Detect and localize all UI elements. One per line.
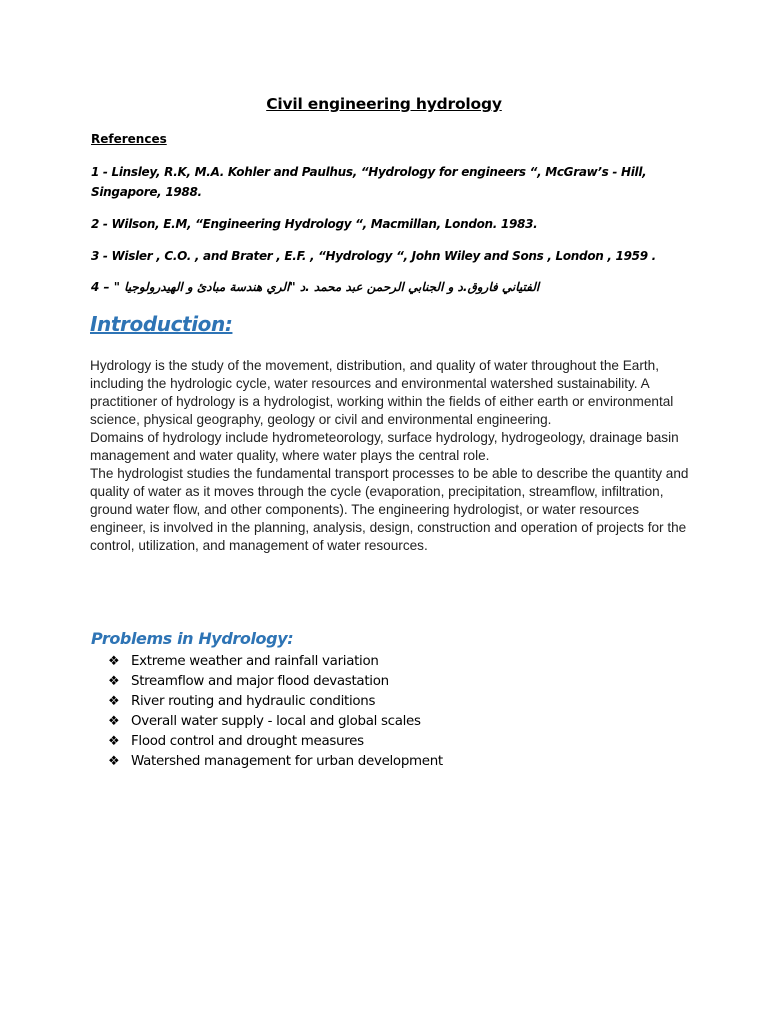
diamond-bullet-icon: ❖	[108, 754, 120, 769]
problems-heading: Problems in Hydrology:	[91, 629, 294, 648]
body-paragraph: The hydrologist studies the fundamental transport processes to be able to describe the quantity and quality of water as it moves through the cycle (evaporation, precipitation, streamflow, infiltration, ground water flow, and other components). The engineering hydrologist, or water resources engineer, is involved in the planning, analysis, design, construction and operation of projects for the control, utilization, and management of water resources.	[90, 466, 689, 553]
list-item	[108, 672, 443, 692]
introduction-heading: Introduction:	[90, 312, 233, 336]
list-item	[108, 712, 443, 732]
introduction-body	[90, 357, 690, 555]
body-paragraph: Hydrology is the study of the movement, distribution, and quality of water throughout the Earth, including the hydrologic cycle, water resources and environmental watershed sustainability. A practitioner of hydrology is a hydrologist, working within the fields of either earth or environmental science, physical geography, geology or civil and environmental engineering.	[90, 358, 674, 427]
list-item	[108, 692, 443, 712]
body-paragraph: Domains of hydrology include hydrometeorology, surface hydrology, hydrogeology, drainage basin management and water quality, where water plays the central role.	[90, 430, 679, 463]
list-item	[108, 652, 443, 672]
reference-item-arabic: 4 – " الفتياني فاروق.د و الجنابي الرحمن عبد محمد .د "الري هندسة مبادئ و الهيدرولوجيا	[91, 280, 540, 294]
list-item	[108, 732, 443, 752]
diamond-bullet-icon: ❖	[108, 714, 120, 729]
problems-list	[108, 652, 443, 772]
page-title: Civil engineering hydrology	[266, 95, 502, 113]
list-item-text: Flood control and drought measures	[131, 734, 364, 749]
list-item-text: Extreme weather and rainfall variation	[131, 654, 379, 669]
diamond-bullet-icon: ❖	[108, 674, 120, 689]
list-item	[108, 752, 443, 772]
list-item-text: Watershed management for urban development	[131, 754, 443, 769]
reference-item: 3 - Wisler , C.O. , and Brater , E.F. , “Hydrology “, John Wiley and Sons , London , 1959 .	[91, 249, 656, 263]
list-item-text: Overall water supply - local and global scales	[131, 714, 421, 729]
diamond-bullet-icon: ❖	[108, 654, 120, 669]
reference-item: 2 - Wilson, E.M, “Engineering Hydrology “, Macmillan, London. 1983.	[91, 217, 538, 231]
references-heading: References	[91, 132, 167, 146]
list-item-text: Streamflow and major flood devastation	[131, 674, 389, 689]
list-item-text: River routing and hydraulic conditions	[131, 694, 376, 709]
reference-item: 1 - Linsley, R.K, M.A. Kohler and Paulhus, “Hydrology for engineers “, McGraw’s - Hill, Singapore, 1988.	[91, 165, 647, 199]
diamond-bullet-icon: ❖	[108, 734, 120, 749]
diamond-bullet-icon: ❖	[108, 694, 120, 709]
